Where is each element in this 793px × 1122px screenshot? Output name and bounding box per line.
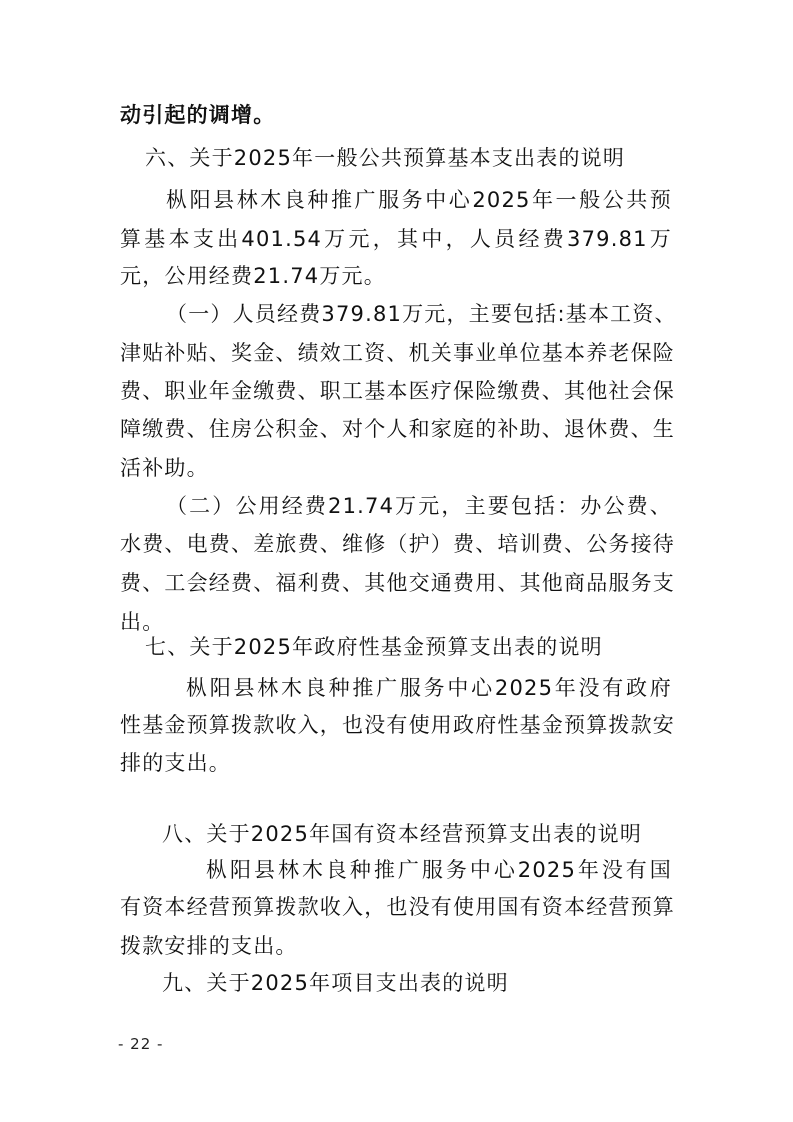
text-line: 拨款安排的支出。 [120, 934, 298, 958]
section-heading: 八、关于2025年国有资本经营预算支出表的说明 [162, 822, 643, 846]
text-line: 活补助。 [120, 456, 209, 480]
text-line: 排的支出。 [120, 751, 231, 775]
text-line: 枞阳县林木良种推广服务中心2025年没有国 [206, 858, 672, 882]
section-heading: 九、关于2025年项目支出表的说明 [162, 971, 509, 995]
text-line: 出。 [120, 610, 165, 634]
text-line: 费、工会经费、福利费、其他交通费用、其他商品服务支 [120, 571, 675, 595]
text-line: 算基本支出401.54万元，其中，人员经费379.81万 [120, 227, 672, 251]
text-line: 费、职业年金缴费、职工基本医疗保险缴费、其他社会保 [120, 379, 675, 403]
text-line: （一）人员经费379.81万元，主要包括:基本工资、 [166, 302, 677, 326]
text-line: 津贴补贴、奖金、绩效工资、机关事业单位基本养老保险 [120, 341, 675, 365]
text-line: 有资本经营预算拨款收入，也没有使用国有资本经营预算 [120, 895, 675, 919]
section-heading: 六、关于2025年一般公共预算基本支出表的说明 [145, 146, 626, 170]
text-line: 障缴费、住房公积金、对个人和家庭的补助、退休费、生 [120, 417, 675, 441]
text-line: 动引起的调增。 [120, 103, 276, 127]
section-heading: 七、关于2025年政府性基金预算支出表的说明 [145, 635, 603, 659]
page-number: - 22 - [118, 1035, 164, 1053]
text-line: 枞阳县林木良种推广服务中心2025年没有政府 [186, 676, 672, 700]
text-line: 元，公用经费21.74万元。 [120, 264, 386, 288]
text-line: （二）公用经费21.74万元，主要包括：办公费、 [166, 494, 672, 518]
text-line: 水费、电费、差旅费、维修（护）费、培训费、公务接待 [120, 532, 675, 556]
text-line: 枞阳县林木良种推广服务中心2025年一般公共预 [166, 188, 672, 212]
text-line: 性基金预算拨款收入，也没有使用政府性基金预算拨款安 [120, 713, 675, 737]
